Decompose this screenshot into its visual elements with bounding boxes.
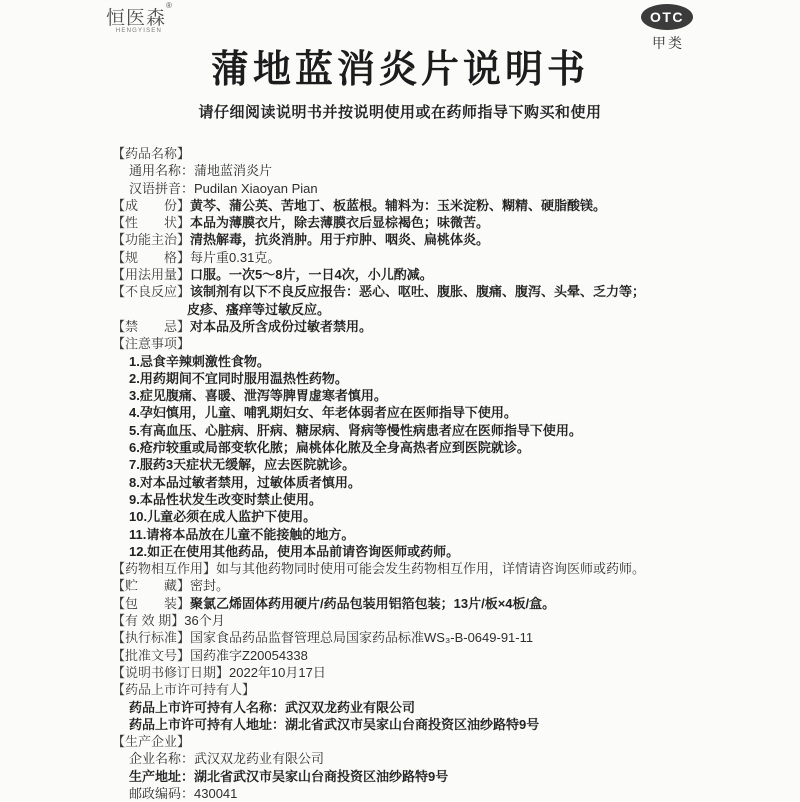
insert-section-line xyxy=(112,577,772,594)
section-label: 【药品名称】 xyxy=(112,146,191,161)
insert-text-line xyxy=(112,301,772,318)
section-label: 【批准文号】 xyxy=(112,647,191,663)
page-subtitle: 请仔细阅读说明书并按说明使用或在药师指导下购买和使用 xyxy=(198,104,602,121)
insert-text-line xyxy=(112,768,772,785)
line-text: 皮疹、瘙痒等过敏反应。 xyxy=(187,301,331,317)
line-text: 通用名称：蒲地蓝消炎片 xyxy=(129,163,273,179)
insert-text-line xyxy=(112,353,772,370)
line-text: 5.有高血压、心脏病、肝病、糖尿病、肾病等慢性病患者应在医师指导下使用。 xyxy=(129,422,582,438)
otc-oval-icon xyxy=(641,4,693,30)
insert-section-line xyxy=(112,664,772,681)
insert-text-line xyxy=(112,716,772,733)
insert-section-line xyxy=(112,197,772,214)
insert-section-line xyxy=(112,145,772,162)
insert-text-line xyxy=(112,526,772,543)
otc-badge-text: OTC xyxy=(649,9,685,25)
insert-section-line xyxy=(112,283,772,300)
insert-section-line xyxy=(112,733,772,750)
section-label: 【包 装】 xyxy=(112,595,191,611)
section-label: 【成 份】 xyxy=(112,197,191,213)
line-text: 药品上市许可持有人名称：武汉双龙药业有限公司 xyxy=(129,699,416,715)
line-text: 国药准字Z20054338 xyxy=(190,647,308,663)
line-text: 口服。一次5～8片，一日4次，小儿酌减。 xyxy=(190,267,433,283)
line-text: 2022年10月17日 xyxy=(229,664,326,680)
line-text: 黄芩、蒲公英、苦地丁、板蓝根。辅料为：玉米淀粉、糊精、硬脂酸镁。 xyxy=(190,197,607,213)
line-text: 汉语拼音：Pudilan Xiaoyan Pian xyxy=(129,180,318,196)
otc-class-label: 甲类 xyxy=(652,35,684,51)
section-label: 【不良反应】 xyxy=(112,284,191,300)
line-text: 本品为薄膜衣片，除去薄膜衣后显棕褐色；味微苦。 xyxy=(190,215,490,231)
insert-section-line xyxy=(112,595,772,612)
line-text: 3.症见腹痛、喜暖、泄泻等脾胃虚寒者慎用。 xyxy=(129,388,387,404)
insert-text-line xyxy=(112,699,772,716)
line-text: 药品上市许可持有人地址：湖北省武汉市吴家山台商投资区油纱路特9号 xyxy=(129,716,540,732)
section-label: 【用法用量】 xyxy=(112,267,191,283)
insert-text-line xyxy=(112,543,772,560)
line-text: 36个月 xyxy=(184,613,225,629)
line-text: 1.忌食辛辣刺激性食物。 xyxy=(129,353,270,369)
line-text: 4.孕妇慎用，儿童、哺乳期妇女、年老体弱者应在医师指导下使用。 xyxy=(129,405,517,421)
insert-section-line xyxy=(112,681,772,698)
insert-body xyxy=(112,145,772,802)
insert-text-line xyxy=(112,180,772,197)
section-label: 【说明书修订日期】 xyxy=(112,664,230,680)
insert-section-line xyxy=(112,231,772,248)
registered-trademark-icon: ® xyxy=(166,1,172,10)
line-text: 10.儿童必须在成人监护下使用。 xyxy=(129,509,317,525)
line-text: 9.本品性状发生改变时禁止使用。 xyxy=(129,491,322,507)
line-text: 邮政编码：430041 xyxy=(129,785,238,801)
insert-section-line xyxy=(112,318,772,335)
insert-text-line xyxy=(112,750,772,767)
section-label: 【生产企业】 xyxy=(112,734,191,750)
line-text: 6.疮疖较重或局部变软化脓；扁桃体化脓及全身高热者应到医院就诊。 xyxy=(129,440,530,456)
insert-section-line xyxy=(112,647,772,664)
line-text: 2.用药期间不宜同时服用温热性药物。 xyxy=(129,370,348,386)
page-title: 蒲地蓝消炎片说明书 xyxy=(210,49,589,91)
line-text: 密封。 xyxy=(190,578,230,594)
section-label: 【药品上市许可持有人】 xyxy=(112,682,256,698)
section-label: 【功能主治】 xyxy=(112,232,191,248)
insert-text-line xyxy=(112,508,772,525)
section-label: 【执行标准】 xyxy=(112,630,191,646)
line-text: 8.对本品过敏者禁用，过敏体质者慎用。 xyxy=(129,474,361,490)
line-text: 对本品及所含成份过敏者禁用。 xyxy=(190,318,373,334)
line-text: 如与其他药物同时使用可能会发生药物相互作用，详情请咨询医师或药师。 xyxy=(216,561,646,577)
insert-text-line xyxy=(112,422,772,439)
line-text: 清热解毒，抗炎消肿。用于疖肿、咽炎、扁桃体炎。 xyxy=(190,232,490,248)
line-text: 每片重0.31克。 xyxy=(190,249,281,265)
section-label: 【规 格】 xyxy=(112,249,191,265)
insert-text-line xyxy=(112,491,772,508)
insert-section-line xyxy=(112,560,772,577)
insert-text-line xyxy=(112,785,772,802)
section-label: 【注意事项】 xyxy=(112,336,191,352)
insert-section-line xyxy=(112,335,772,352)
line-text: 该制剂有以下不良反应报告：恶心、呕吐、腹胀、腹痛、腹泻、头晕、乏力等； xyxy=(190,284,646,300)
brand-logo-text: 恒医森 xyxy=(106,8,167,29)
section-label: 【有 效 期】 xyxy=(112,613,185,629)
line-text: 11.请将本品放在儿童不能接触的地方。 xyxy=(129,526,355,542)
brand-logo-subtext: HENGYISEN xyxy=(115,28,163,34)
insert-text-line xyxy=(112,404,772,421)
line-text: 聚氯乙烯固体药用硬片/药品包装用铝箔包装；13片/板×4板/盒。 xyxy=(190,595,556,611)
insert-text-line xyxy=(112,370,772,387)
insert-section-line xyxy=(112,612,772,629)
line-text: 7.服药3天症状无缓解，应去医院就诊。 xyxy=(129,457,356,473)
line-text: 12.如正在使用其他药品，使用本品前请咨询医师或药师。 xyxy=(129,543,460,559)
insert-section-line xyxy=(112,214,772,231)
line-text: 国家食品药品监督管理总局国家药品标准WS₃-B-0649-91-11 xyxy=(190,630,534,646)
brand-logo xyxy=(106,3,172,34)
section-label: 【贮 藏】 xyxy=(112,578,191,594)
section-label: 【药物相互作用】 xyxy=(112,561,217,577)
insert-text-line xyxy=(112,387,772,404)
insert-text-line xyxy=(112,474,772,491)
insert-section-line xyxy=(112,249,772,266)
section-label: 【禁 忌】 xyxy=(112,318,191,334)
insert-section-line xyxy=(112,266,772,283)
insert-text-line xyxy=(112,439,772,456)
insert-text-line xyxy=(112,162,772,179)
line-text: 生产地址：湖北省武汉市吴家山台商投资区油纱路特9号 xyxy=(129,768,449,784)
insert-section-line xyxy=(112,629,772,646)
line-text: 企业名称：武汉双龙药业有限公司 xyxy=(129,751,325,767)
section-label: 【性 状】 xyxy=(112,215,191,231)
insert-text-line xyxy=(112,456,772,473)
